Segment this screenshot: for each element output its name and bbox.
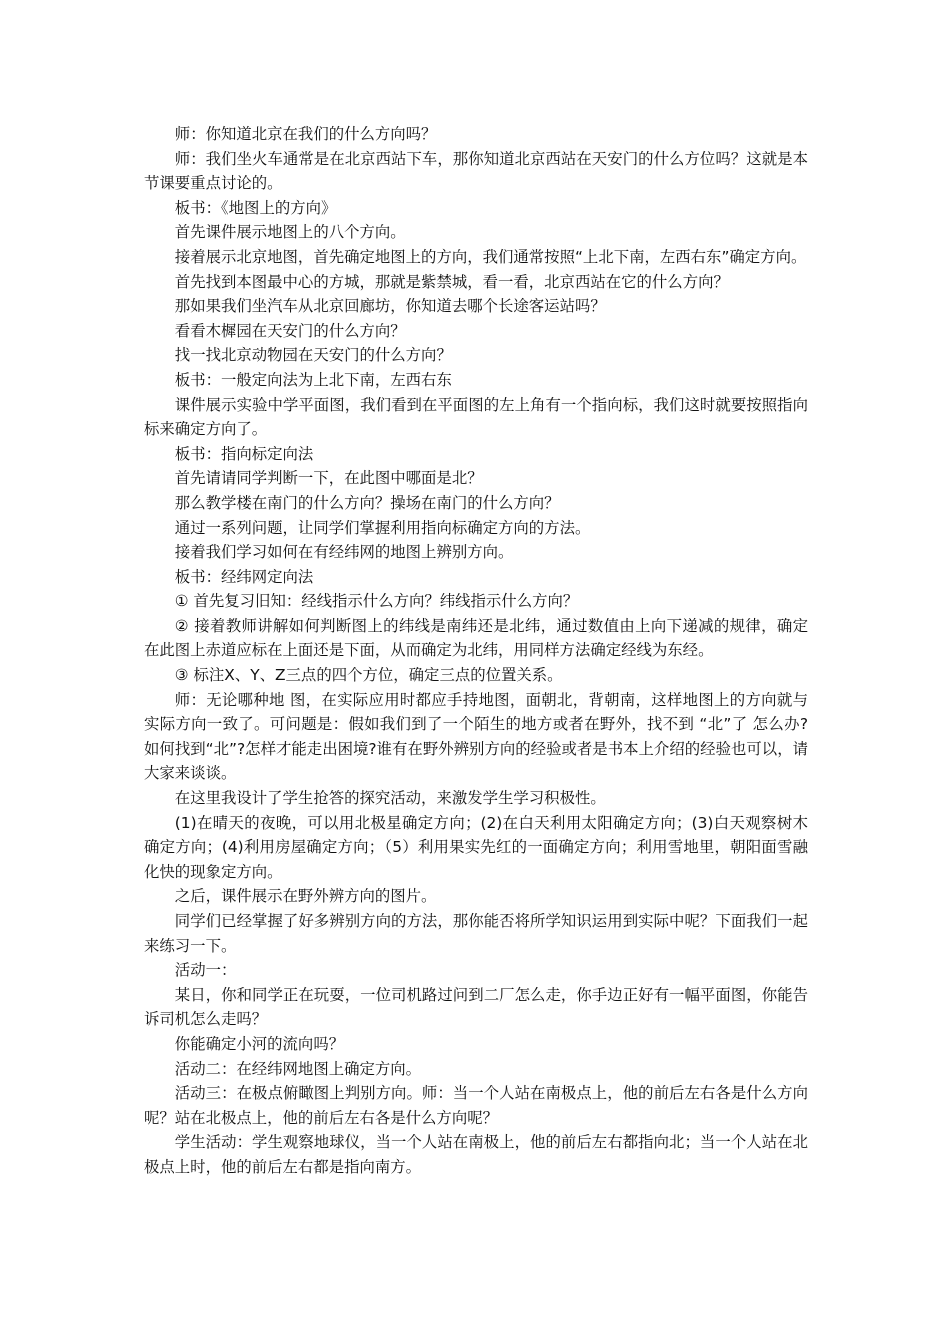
paragraph-16: 接着我们学习如何在有经纬网的地图上辨别方向。 <box>174 543 514 562</box>
paragraph-9: 找一找北京动物园在天安门的什么方向？ <box>174 346 452 365</box>
paragraph-18: ① 首先复习旧知：经线指示什么方向？纬线指示什么方向？ <box>174 592 579 611</box>
paragraph-2: 师：我们坐火车通常是在北京西站下车，那你知道北京西站在天安门的什么方位吗？这就是本节课要重点讨论的。 <box>144 149 808 193</box>
paragraph-30: 活动三：在极点俯瞰图上判别方向。师：当一个人站在南极点上，他的前后左右各是什么方向呢？站在北极点上，他的前后左右各是什么方向呢？ <box>144 1084 808 1127</box>
paragraph-8: 看看木樨园在天安门的什么方向？ <box>174 321 406 340</box>
paragraph-26: 活动一： <box>174 961 237 980</box>
paragraph-15: 通过一系列问题，让同学们掌握利用指向标确定方向的方法。 <box>174 518 591 537</box>
paragraph-27: 某日，你和同学正在玩耍，一位司机路过问到二厂怎么走，你手边正好有一幅平面图，你能告诉司机怎么走吗？ <box>144 985 808 1029</box>
paragraph-28: 你能确定小河的流向吗？ <box>174 1034 345 1053</box>
paragraph-13: 首先请请同学判断一下，在此图中哪面是北？ <box>174 469 483 488</box>
paragraph-10: 板书：一般定向法为上北下南，左西右东 <box>174 370 452 389</box>
paragraph-1: 师：你知道北京在我们的什么方向吗？ <box>174 125 437 143</box>
paragraph-25: 同学们已经掌握了好多辨别方向的方法，那你能否将所学知识运用到实际中呢？下面我们一起来练习一下。 <box>144 912 808 955</box>
document-body <box>144 122 808 1180</box>
paragraph-17: 板书：经纬网定向法 <box>174 567 314 586</box>
paragraph-21: 师：无论哪种地 图，在实际应用时都应手持地图，面朝北，背朝南，这样地图上的方向就与实际方向一致了。可问题是：假如我们到了一个陌生的地方或者在野外，找不到 “北”了 怎么办?如何找到“北”?怎样才能走出困境?谁有在野外辨别方向的经验或者是书本上介绍的经验也可以，请大家来谈谈。 <box>144 690 808 783</box>
paragraph-31: 学生活动：学生观察地球仪，当一个人站在南极上，他的前后左右都指向北；当一个人站在北极点上时，他的前后左右都是指向南方。 <box>144 1133 808 1176</box>
paragraph-12: 板书：指向标定向法 <box>174 444 314 463</box>
paragraph-3: 板书：《地图上的方向》 <box>174 198 337 217</box>
paragraph-7: 那如果我们坐汽车从北京回廊坊，你知道去哪个长途客运站吗？ <box>174 297 606 316</box>
paragraph-24: 之后，课件展示在野外辨方向的图片。 <box>174 887 437 906</box>
paragraph-14: 那么教学楼在南门的什么方向？操场在南门的什么方向？ <box>174 493 560 512</box>
paragraph-20: ③ 标注X、Y、Z三点的四个方位，确定三点的位置关系。 <box>174 666 563 685</box>
paragraph-11: 课件展示实验中学平面图，我们看到在平面图的左上角有一个指向标，我们这时就要按照指向标来确定方向了。 <box>144 395 808 439</box>
paragraph-29: 活动二：在经纬网地图上确定方向。 <box>174 1059 422 1078</box>
paragraph-5: 接着展示北京地图，首先确定地图上的方向，我们通常按照“上北下南，左西右东”确定方向。 <box>174 247 807 266</box>
paragraph-6: 首先找到本图最中心的方城，那就是紫禁城，看一看，北京西站在它的什么方向？ <box>174 272 729 291</box>
paragraph-19: ② 接着教师讲解如何判断图上的纬线是南纬还是北纬，通过数值由上向下递减的规律，确定在此图上赤道应标在上面还是下面，从而确定为北纬，用同样方法确定经线为东经。 <box>144 616 808 660</box>
paragraph-22: 在这里我设计了学生抢答的探究活动，来激发学生学习积极性。 <box>174 789 606 808</box>
paragraph-4: 首先课件展示地图上的八个方向。 <box>174 223 406 242</box>
paragraph-23: (1)在晴天的夜晚，可以用北极星确定方向；(2)在白天利用太阳确定方向；(3)白天观察树木确定方向；(4)利用房屋确定方向；（5）利用果实先红的一面确定方向；利用雪地里，朝阳面雪融化快的现象定方向。 <box>144 813 808 881</box>
